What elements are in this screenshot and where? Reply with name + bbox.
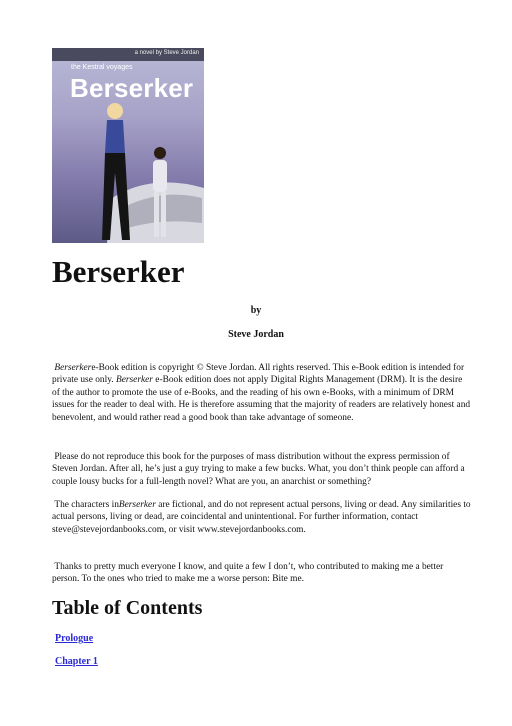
copyright-paragraph: Berserkere-Book edition is copyright © Steve Jordan. All rights reserved. This e-Book edition is intended for private use only. Berserker e-Book edition does not apply Digital Rights Management (DRM). It is the desire of the author to promote the use of e-Books, and the reading of his own e-Books, with a minimum of DRM issues for the reader to deal with. He is therefore assuming that the majority of readers are relatively honest and benevolent, and would rather read a good book than take advantage of someone. [52, 363, 471, 423]
book-title-italic: Berserker [54, 363, 92, 373]
book-cover [52, 48, 204, 243]
cover-title: Berserker [70, 73, 194, 103]
thanks-paragraph: Thanks to pretty much everyone I know, and quite a few I don’t, who contributed to making me a better person. To the ones who tried to make me a worse person: Bite me. [52, 562, 444, 585]
book-title: Berserker [52, 254, 185, 289]
toc-heading: Table of Contents [52, 597, 203, 619]
distribution-paragraph: Please do not reproduce this book for the purposes of mass distribution without the express permission of Steven Jordan. After all, he’s just a guy trying to make a few bucks. What, you don’t think people can afford a couple lousy bucks for a full-length novel? What are you, an anarchist or something? [52, 452, 465, 487]
cover-author-line: a novel by Steve Jordan [134, 50, 199, 56]
cover-series: the Kestral voyages [71, 64, 133, 71]
by-line: by [250, 305, 262, 316]
book-title-italic: Berserker [115, 375, 153, 386]
fiction-disclaimer-paragraph: The characters inBerserker are fictional, and do not represent actual persons, living or dead. Any similarities to actual persons, living or dead, are coincidental and unintentional. For further information, contact steve@stevejordanbooks.com, or visit www.stevejordanbooks.com. [52, 500, 471, 535]
author-name: Steve Jordan [228, 329, 284, 340]
toc-link-prologue[interactable]: Prologue [55, 633, 94, 644]
book-title-italic: Berserker [118, 500, 156, 510]
toc-link-chapter-1[interactable]: Chapter 1 [55, 656, 98, 667]
